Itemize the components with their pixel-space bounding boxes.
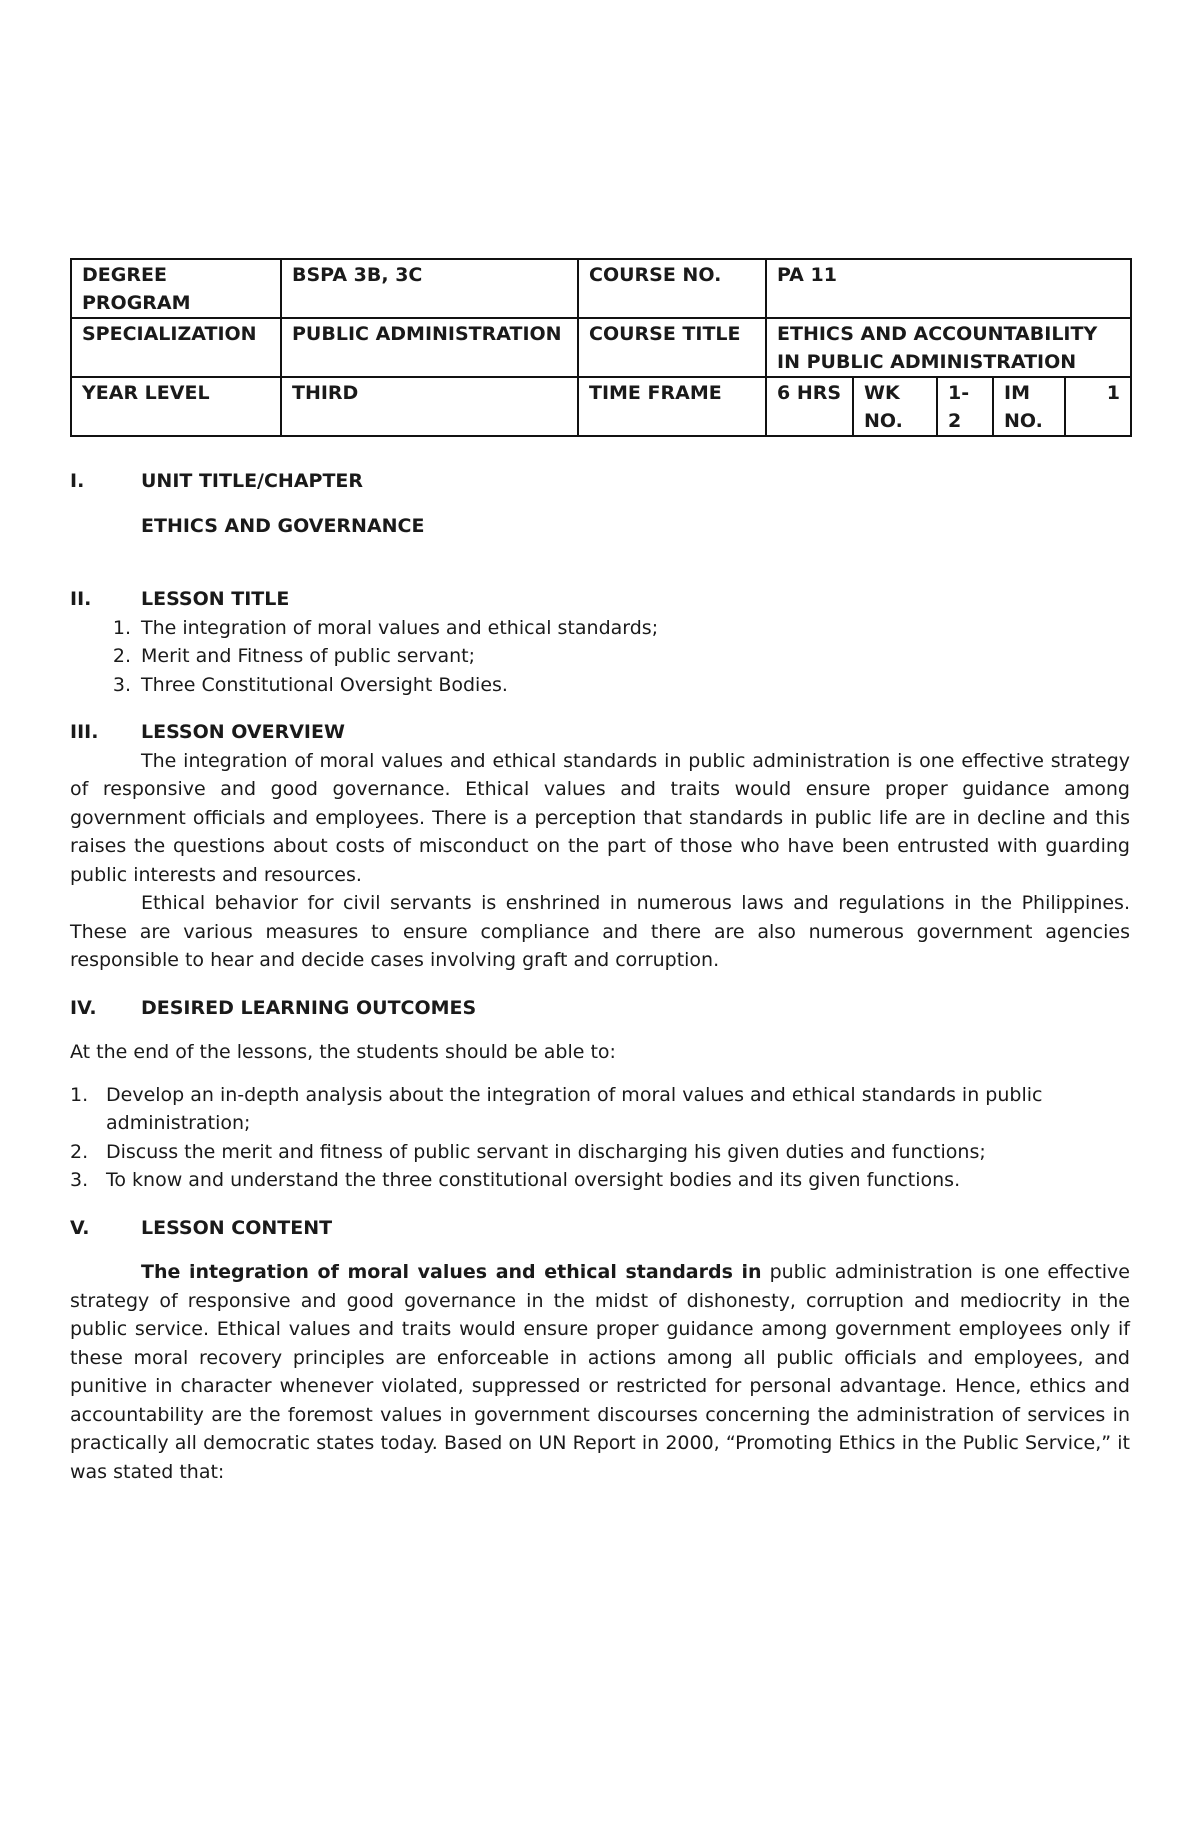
time-frame-label: TIME FRAME (578, 377, 766, 436)
list-item: 2. Discuss the merit and fitness of public servant in discharging his given duties and functions; (70, 1140, 986, 1163)
section-lesson-content (70, 1214, 1130, 1487)
im-no-label: IM NO. (993, 377, 1065, 436)
outcomes-intro: At the end of the lessons, the students should be able to: (70, 1041, 616, 1063)
overview-paragraph: The integration of moral values and ethical standards in public administration is one effective strategy of responsive and good governance. Ethical values and traits would ensure proper guidance among government officials and employees. There is a perception that standards in public life are in decline and this raises the questions about costs of misconduct on the part of those who have been entrusted with guarding public interests and resources. (70, 749, 1130, 886)
section-heading: LESSON CONTENT (141, 1216, 333, 1239)
section-number: V. (70, 1216, 90, 1239)
list-item: 1. The integration of moral values and ethical standards; (112, 616, 659, 639)
overview-paragraph: Ethical behavior for civil servants is enshrined in numerous laws and regulations in the Philippines. These are various measures to ensure compliance and there are also numerous government agencies responsible to hear and decide cases involving graft and corruption. (70, 892, 1130, 971)
chapter-title: ETHICS AND GOVERNANCE (141, 514, 425, 537)
section-heading: LESSON TITLE (141, 588, 290, 610)
wk-no-label: WK NO. (853, 377, 937, 436)
course-no-value: PA 11 (766, 259, 1131, 318)
content-body: public administration is one effective strategy of responsive and good governance in the midst of dishonesty, corruption and mediocrity in the public service. Ethical values and traits would ensure proper guidance among government employees only if these moral recovery principles are enforceable in actions among all public officials and employees, and punitive in character whenever violated, suppressed or restricted for personal advantage. Hence, ethics and accountability are the foremost values in government discourses concerning the administration of services in practically all democratic states today. Based on UN Report in 2000, “Promoting Ethics in the Public Service,” it was stated that: (70, 1261, 1130, 1483)
section-learning-outcomes (70, 994, 1130, 1195)
table-row (71, 259, 1131, 318)
specialization-value: PUBLIC ADMINISTRATION (281, 318, 578, 377)
section-lesson-title (70, 585, 1130, 699)
section-heading: LESSON OVERVIEW (141, 721, 345, 743)
content-lead-bold: The integration of moral values and ethical standards in (141, 1261, 762, 1283)
course-info-table (70, 258, 1132, 437)
table-row (71, 377, 1131, 436)
year-level-value: THIRD (281, 377, 578, 436)
wk-no-value: 1-2 (937, 377, 993, 436)
section-number: III. (70, 721, 99, 743)
im-no-value: 1 (1065, 377, 1131, 436)
lesson-title-list (70, 614, 1130, 700)
section-heading: DESIRED LEARNING OUTCOMES (141, 996, 477, 1019)
list-item: 3. Three Constitutional Oversight Bodies. (112, 673, 508, 696)
degree-program-label: DEGREE PROGRAM (71, 259, 281, 318)
course-no-label: COURSE NO. (578, 259, 766, 318)
time-frame-value: 6 HRS (766, 377, 853, 436)
outcomes-list (70, 1081, 1130, 1195)
course-title-value: ETHICS AND ACCOUNTABILITY IN PUBLIC ADMINISTRATION (766, 318, 1131, 377)
table-row (71, 318, 1131, 377)
section-number: II. (70, 588, 92, 610)
list-item: 1. Develop an in-depth analysis about the integration of moral values and ethical standards in public administration; (70, 1083, 1043, 1134)
list-item: 2. Merit and Fitness of public servant; (112, 645, 476, 667)
degree-program-value: BSPA 3B, 3C (281, 259, 578, 318)
year-level-label: YEAR LEVEL (71, 377, 281, 436)
document-page (70, 258, 1130, 1486)
section-number: I. (70, 470, 85, 492)
specialization-label: SPECIALIZATION (71, 318, 281, 377)
section-heading: UNIT TITLE/CHAPTER (141, 470, 364, 492)
section-unit-title (70, 467, 1130, 540)
section-number: IV. (70, 996, 97, 1019)
content-paragraph (70, 1258, 1130, 1486)
section-lesson-overview (70, 718, 1130, 975)
course-title-label: COURSE TITLE (578, 318, 766, 377)
list-item: 3. To know and understand the three constitutional oversight bodies and its given functions. (70, 1169, 961, 1191)
